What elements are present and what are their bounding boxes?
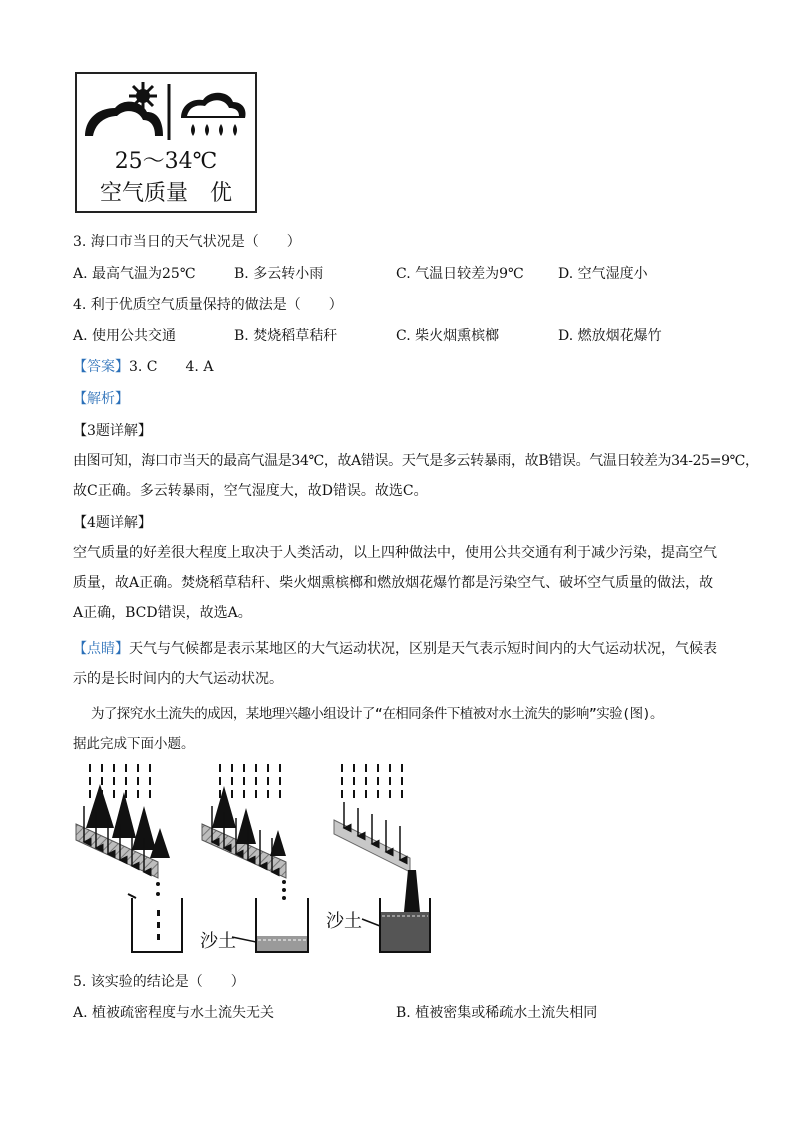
beaker-1 bbox=[128, 894, 182, 952]
slope-sparse-vegetation bbox=[202, 786, 286, 900]
slope-dense-vegetation bbox=[76, 784, 170, 896]
q5-option-a: A. 植被疏密程度与水土流失无关 bbox=[73, 1005, 275, 1021]
intro-body bbox=[73, 699, 725, 759]
detail4-line: 空气质量的好差很大程度上取决于人类活动，以上四种做法中，使用公共交通有利于减少污染，提高空气 bbox=[73, 545, 717, 561]
q3-option-c: C. 气温日较差为9℃ bbox=[396, 266, 524, 282]
tip-tag: 【点睛】 bbox=[73, 641, 129, 657]
intro-line: 为了探究水土流失的成因，某地理兴趣小组设计了“在相同条件下植被对水土流失的影响”实验(图)。 bbox=[91, 706, 663, 722]
detail3-body bbox=[73, 446, 759, 506]
tip-line: 【点睛】天气与气候都是表示某地区的大气运动状况，区别是天气表示短时间内的大气运动状况，气候表 bbox=[73, 641, 717, 657]
detail3-line: 故C正确。多云转暴雨，空气湿度大，故D错误。故选C。 bbox=[73, 483, 428, 499]
detail4-line: A正确，BCD错误，故选A。 bbox=[73, 605, 252, 621]
sediment-2 bbox=[257, 936, 307, 951]
weather-card bbox=[75, 72, 257, 213]
detail4-heading: 【4题详解】 bbox=[73, 515, 152, 531]
q3-option-b: B. 多云转小雨 bbox=[234, 266, 324, 282]
detail3-heading: 【3题详解】 bbox=[73, 423, 152, 439]
sand-label-2: 沙土 bbox=[326, 911, 362, 932]
detail3-line: 由图可知，海口市当天的最高气温是34℃，故A错误。天气是多云转暴雨，故B错误。气温日较差为34-25=9℃， bbox=[73, 453, 759, 469]
q5-stem: 5. 该实验的结论是（ ） bbox=[73, 974, 245, 990]
q4-option-d: D. 燃放烟花爆竹 bbox=[558, 328, 662, 344]
rain-streaks-2 bbox=[220, 764, 280, 802]
q3-option-a: A. 最高气温为25℃ bbox=[73, 266, 196, 282]
analysis-tag: 【解析】 bbox=[73, 391, 129, 407]
detail4-body bbox=[73, 538, 725, 628]
temperature-range: 25～34℃ bbox=[114, 149, 218, 174]
sediment-3 bbox=[381, 912, 429, 951]
answer-tag: 【答案】 bbox=[73, 359, 129, 375]
water-drops-1 bbox=[157, 910, 160, 940]
air-quality-value: 优 bbox=[210, 181, 233, 206]
q3-stem: 3. 海口市当日的天气状况是（ ） bbox=[73, 234, 301, 250]
q4-option-b: B. 焚烧稻草秸秆 bbox=[234, 328, 338, 344]
weather-icons bbox=[83, 80, 251, 142]
rain-cloud-icon bbox=[181, 93, 246, 136]
rain-streaks-3 bbox=[342, 764, 402, 802]
q3-option-d: D. 空气湿度小 bbox=[558, 266, 648, 282]
answer-line bbox=[73, 357, 213, 377]
tip-body bbox=[73, 634, 725, 694]
tip-line: 示的是长时间内的大气运动状况。 bbox=[73, 671, 283, 687]
q4-option-c: C. 柴火烟熏槟榔 bbox=[396, 328, 500, 344]
air-quality bbox=[77, 176, 255, 207]
answer-text: 3. C 4. A bbox=[129, 359, 214, 375]
slope-bare bbox=[334, 802, 420, 912]
q4-option-a: A. 使用公共交通 bbox=[73, 328, 177, 344]
air-quality-label: 空气质量 bbox=[99, 181, 188, 206]
q4-stem: 4. 利于优质空气质量保持的做法是（ ） bbox=[73, 297, 343, 313]
sand-label-1: 沙土 bbox=[200, 931, 236, 952]
detail4-line: 质量，故A正确。焚烧稻草秸秆、柴火烟熏槟榔和燃放烟花爆竹都是污染空气、破坏空气质量的做法，故 bbox=[73, 575, 714, 591]
erosion-experiment-figure bbox=[72, 762, 452, 962]
partly-cloudy-icon bbox=[85, 82, 163, 136]
q5-option-b: B. 植被密集或稀疏水土流失相同 bbox=[396, 1005, 598, 1021]
intro-line: 据此完成下面小题。 bbox=[73, 736, 195, 752]
